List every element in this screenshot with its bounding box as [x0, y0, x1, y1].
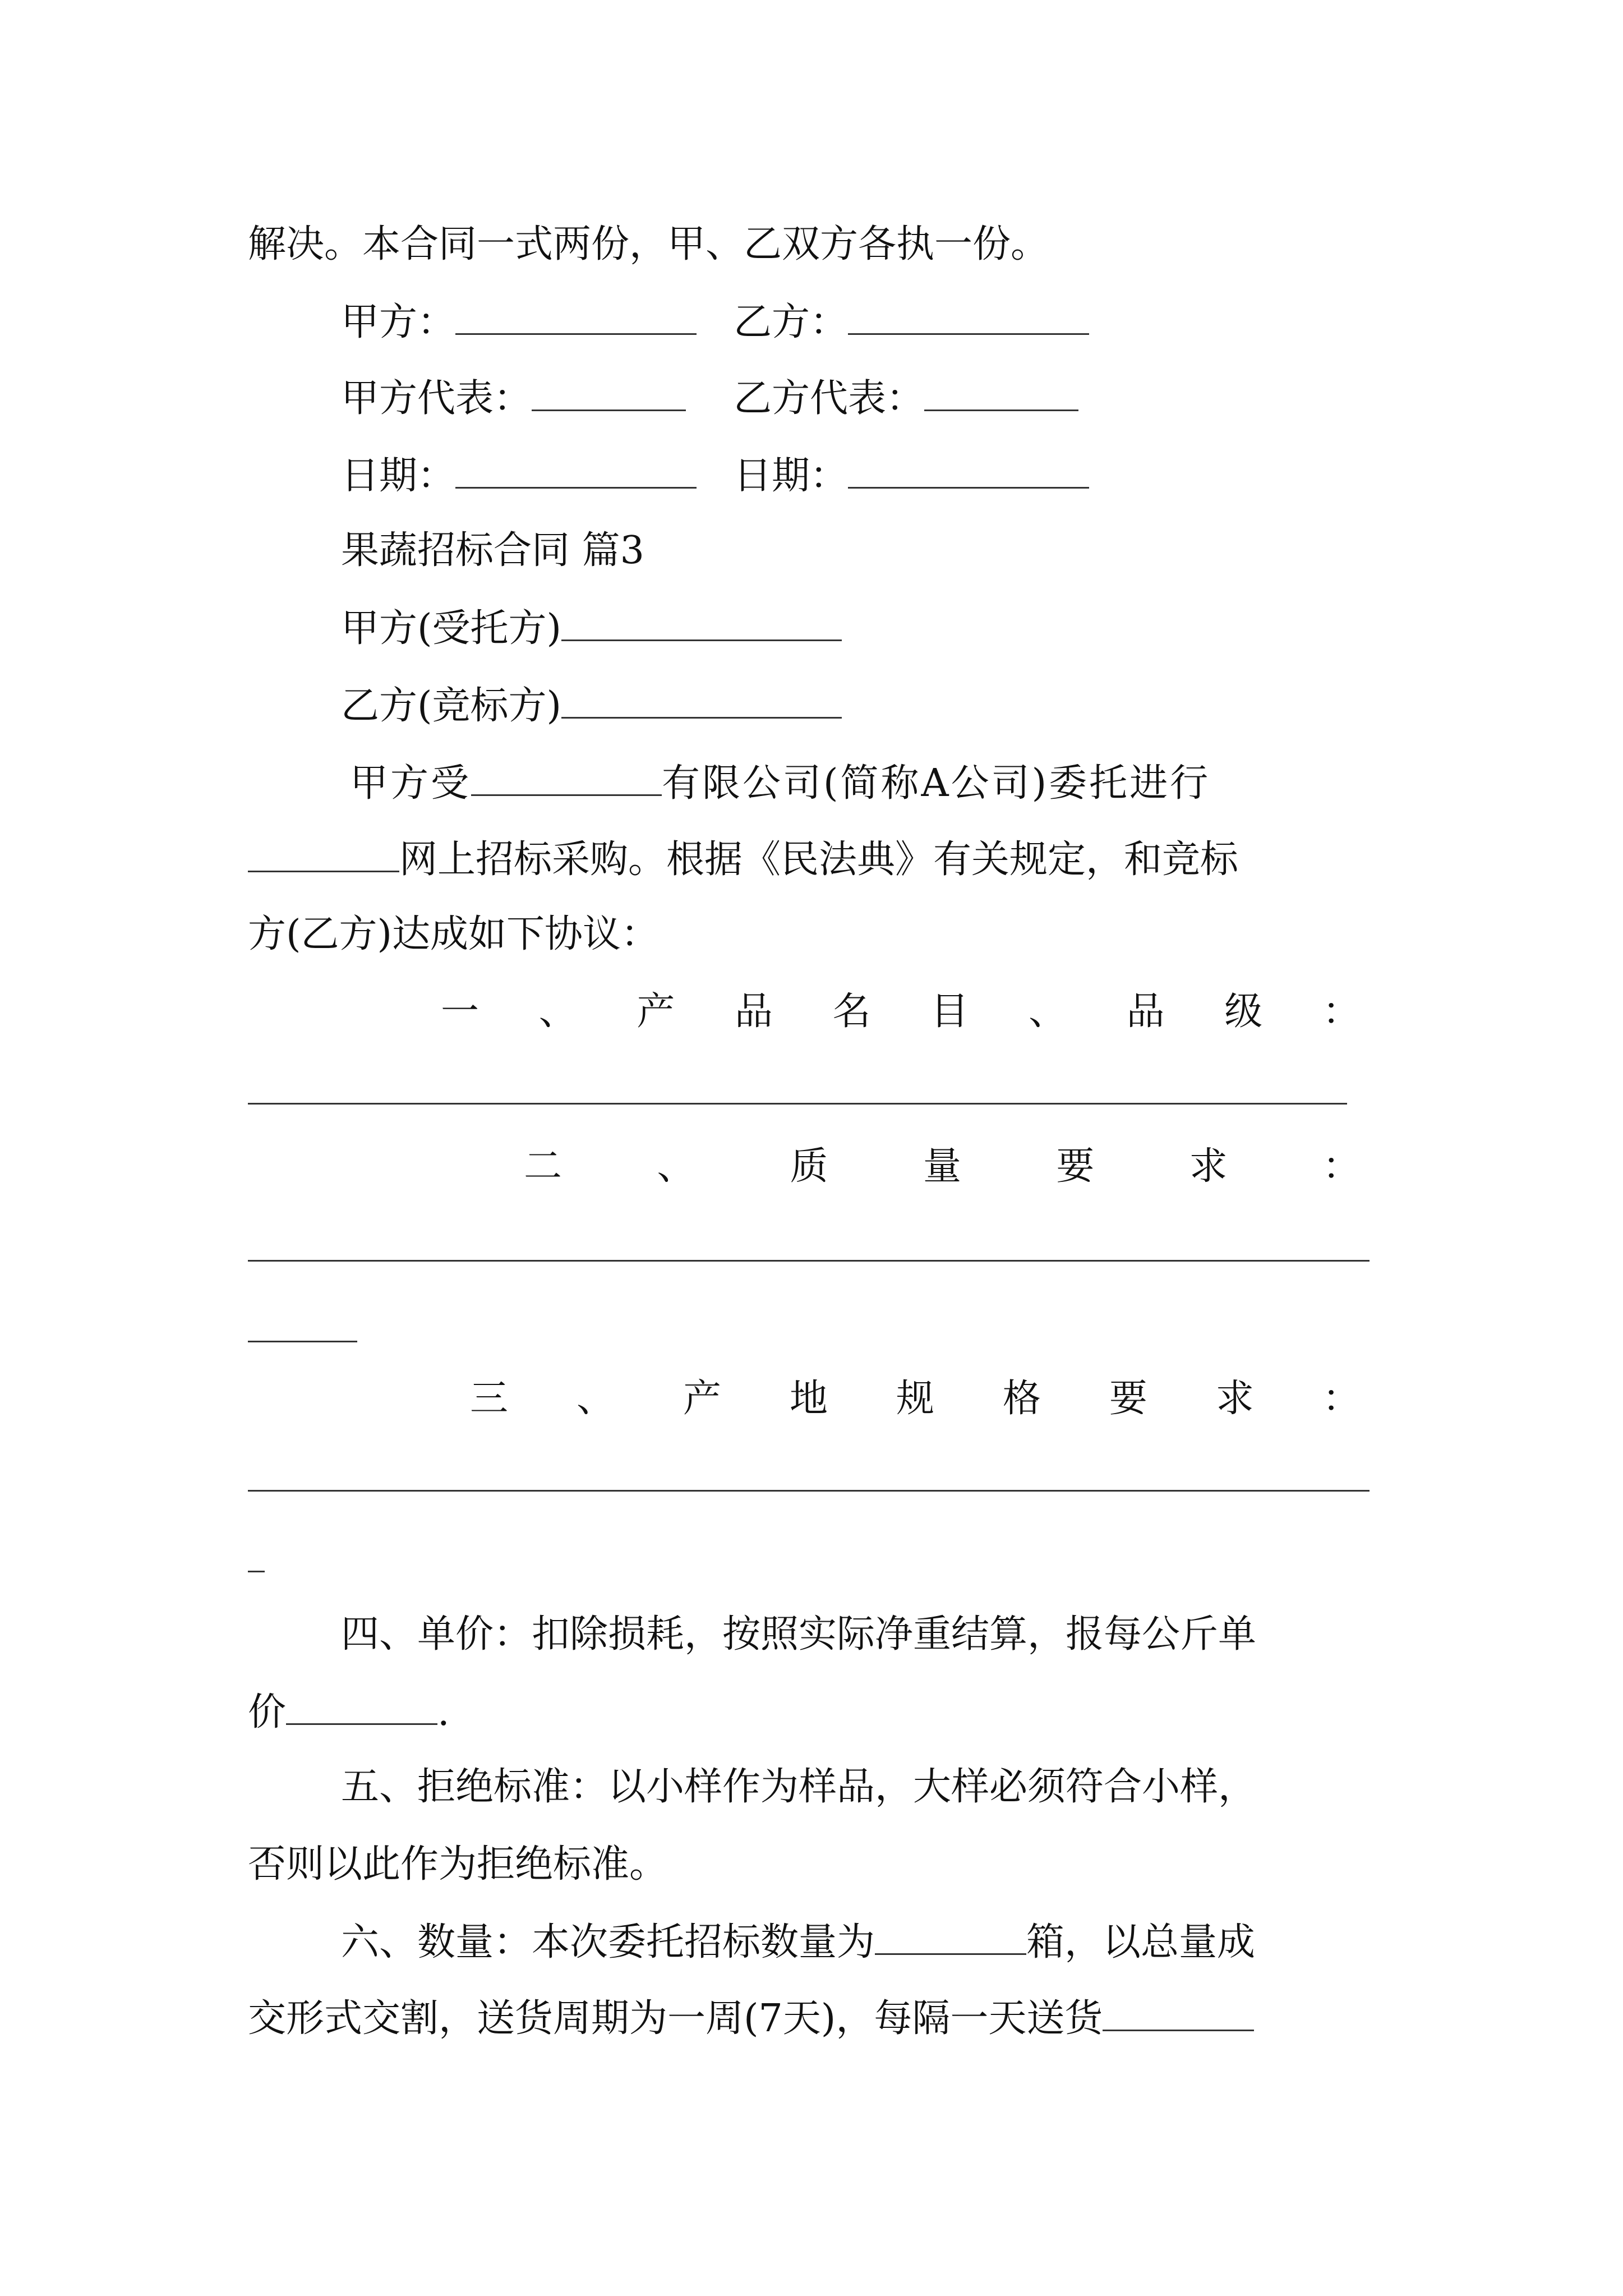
- intro-line-1: [350, 761, 1211, 806]
- party-a-entrusted-row: [341, 606, 842, 651]
- item-4-line-1: 四、单价：扣除损耗，按照实际净重结算，报每公斤单: [341, 1612, 1257, 1657]
- item-1-char: 名: [832, 990, 871, 1034]
- item-4-line-2: [248, 1692, 450, 1732]
- item-1-char: 、: [1028, 990, 1067, 1034]
- item-1-char: 、: [538, 990, 577, 1034]
- item-1-char: 目: [930, 990, 969, 1034]
- item-5-line-2: 否则以此作为拒绝标准。: [248, 1842, 668, 1887]
- section-title: 果蔬招标合同 篇3: [341, 528, 644, 573]
- date-b-blank[interactable]: [848, 455, 1089, 489]
- item-1-char: 品: [734, 990, 773, 1034]
- item-2-char: ：: [1322, 1144, 1361, 1189]
- item-4-line-2a: 价: [248, 1690, 287, 1734]
- party-a-rep-row: [341, 376, 686, 421]
- party-a-entrusted-label: 甲方(受托方): [341, 606, 562, 651]
- party-b-bidder-blank[interactable]: [561, 685, 842, 719]
- item-3-char: 、: [576, 1377, 615, 1421]
- item-2-heading: [524, 1144, 1361, 1189]
- date-b-label: 日期：: [734, 454, 849, 498]
- item-3-char: 三: [470, 1377, 509, 1421]
- item-6-line-1b: 箱，以总量成: [1026, 1920, 1256, 1964]
- party-b-label: 乙方：: [734, 300, 849, 344]
- item-3-char: 要: [1109, 1377, 1147, 1421]
- party-b-rep-label: 乙方代表：: [734, 376, 925, 421]
- item-1-char: 级: [1224, 990, 1263, 1034]
- item-3-blank-line-1[interactable]: [248, 1490, 1370, 1492]
- item-1-char: 品: [1126, 990, 1165, 1034]
- intro-line-2: [248, 838, 1239, 882]
- party-b-rep-row: [734, 376, 1078, 421]
- item-6-line-1a: 六、数量：本次委托招标数量为: [341, 1920, 875, 1964]
- intro-line-2-text: 网上招标采购。根据《民法典》有关规定，和竞标: [399, 838, 1239, 882]
- party-b-rep-blank[interactable]: [924, 378, 1078, 411]
- item-3-char: 地: [789, 1377, 828, 1421]
- delivery-blank[interactable]: [1103, 1998, 1254, 2031]
- quantity-blank[interactable]: [875, 1922, 1026, 1955]
- item-3-char: ：: [1322, 1377, 1361, 1421]
- party-a-label: 甲方：: [341, 300, 456, 344]
- item-3-char: 产: [683, 1377, 721, 1421]
- item-2-char: 二: [524, 1144, 562, 1189]
- procurement-item-blank[interactable]: [248, 839, 399, 872]
- item-2-char: 质: [790, 1144, 828, 1189]
- date-a-label: 日期：: [341, 454, 456, 498]
- party-b-blank[interactable]: [848, 302, 1089, 335]
- item-2-char: 要: [1056, 1144, 1095, 1189]
- date-b-row: [734, 454, 1089, 498]
- item-3-char: 规: [896, 1377, 934, 1421]
- item-6-line-2: [248, 1996, 1254, 2041]
- item-1-blank-line[interactable]: [248, 1103, 1347, 1105]
- item-1-char: 产: [637, 990, 675, 1034]
- item-2-char: 量: [923, 1144, 961, 1189]
- date-a-row: [341, 454, 697, 498]
- item-3-blank-line-2[interactable]: [248, 1571, 265, 1572]
- party-a-rep-label: 甲方代表：: [341, 376, 532, 421]
- item-6-line-1: [341, 1922, 1255, 1962]
- unit-price-blank[interactable]: [286, 1692, 437, 1725]
- item-1-char: ：: [1322, 990, 1361, 1034]
- party-a-entrusted-blank[interactable]: [561, 608, 842, 641]
- party-a-rep-blank[interactable]: [532, 378, 686, 411]
- item-3-heading: [470, 1377, 1361, 1421]
- item-2-blank-line-2[interactable]: [248, 1341, 357, 1342]
- item-2-blank-line-1[interactable]: [248, 1260, 1370, 1262]
- item-4-line-2b: .: [437, 1690, 450, 1734]
- party-b-bidder-row: [341, 684, 842, 728]
- item-5-line-1: 五、拒绝标准：以小样作为样品，大样必须符合小样，: [341, 1765, 1257, 1809]
- intro-line-1b: 有限公司(简称A公司)委托进行: [662, 761, 1211, 806]
- party-a-signature-row: [341, 302, 697, 342]
- item-1-char: 一: [441, 990, 479, 1034]
- entrusting-company-blank[interactable]: [471, 763, 662, 796]
- party-b-signature-row: [734, 302, 1089, 342]
- date-a-blank[interactable]: [455, 455, 697, 489]
- item-3-char: 格: [1002, 1377, 1041, 1421]
- party-b-bidder-label: 乙方(竞标方): [341, 684, 562, 728]
- item-3-char: 求: [1215, 1377, 1254, 1421]
- intro-line-1a: 甲方受: [350, 761, 472, 806]
- item-1-heading: [441, 990, 1361, 1034]
- item-2-char: 求: [1189, 1144, 1228, 1189]
- intro-line-3: 方(乙方)达成如下协议：: [248, 912, 660, 956]
- item-6-line-2-text: 交形式交割，送货周期为一周(7天)，每隔一天送货: [248, 1996, 1103, 2041]
- party-a-blank[interactable]: [455, 302, 697, 335]
- closing-paragraph: 解决。本合同一式两份，甲、乙双方各执一份。: [248, 222, 1049, 266]
- item-2-char: 、: [657, 1144, 695, 1189]
